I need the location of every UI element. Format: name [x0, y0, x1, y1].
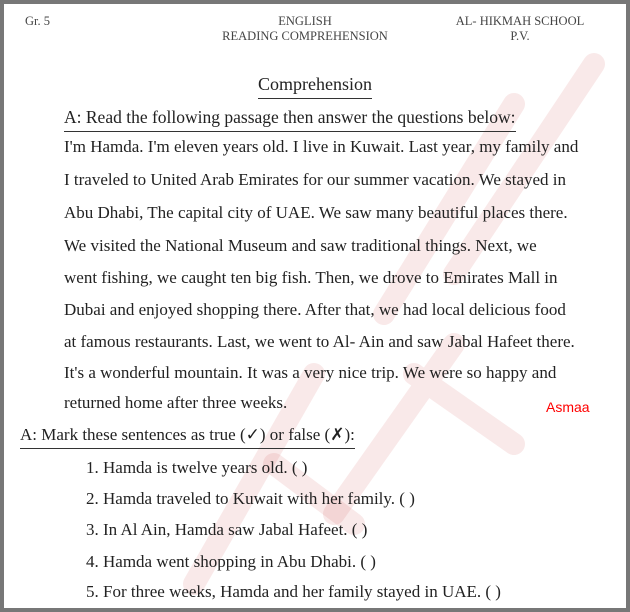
passage-line: Dubai and enjoyed shopping there. After that, we had local delicious food — [64, 300, 566, 319]
passage-line: went fishing, we caught ten big fish. Then, we drove to Emirates Mall in — [64, 268, 558, 287]
school-name: AL- HIKMAH SCHOOL — [455, 14, 585, 28]
signature: Asmaa — [546, 399, 590, 415]
passage-line: We visited the National Museum and saw traditional things. Next, we — [64, 236, 537, 255]
passage-line: Abu Dhabi, The capital city of UAE. We saw many beautiful places there. — [64, 203, 568, 222]
grade-label: Gr. 5 — [25, 14, 50, 28]
worksheet-page — [4, 4, 626, 608]
passage-line: It's a wonderful mountain. It was a very nice trip. We were so happy and — [64, 363, 557, 382]
passage-line: I'm Hamda. I'm eleven years old. I live in Kuwait. Last year, my family and — [64, 137, 579, 156]
subject-label — [200, 14, 410, 44]
school-label — [434, 14, 606, 44]
question-item: 5. For three weeks, Hamda and her family stayed in UAE. ( ) — [86, 582, 501, 601]
page-title: Comprehension — [258, 74, 372, 99]
question-item: 1. Hamda is twelve years old. ( ) — [86, 458, 308, 477]
question-item: 3. In Al Ain, Hamda saw Jabal Hafeet. ( ) — [86, 520, 368, 539]
section: READING COMPREHENSION — [222, 29, 388, 43]
subject: ENGLISH — [278, 14, 332, 28]
question-item: 2. Hamda traveled to Kuwait with her family. ( ) — [86, 489, 415, 508]
instruction-read: A: Read the following passage then answer the questions below: — [64, 107, 516, 132]
passage-line: returned home after three weeks. — [64, 393, 288, 412]
passage-line: I traveled to United Arab Emirates for our summer vacation. We stayed in — [64, 170, 567, 189]
passage-line: at famous restaurants. Last, we went to Al- Ain and saw Jabal Hafeet there. — [64, 332, 575, 351]
instruction-mark: A: Mark these sentences as true (✓) or false (✗): — [20, 425, 355, 449]
school-sub: P.V. — [510, 29, 530, 43]
question-item: 4. Hamda went shopping in Abu Dhabi. ( ) — [86, 552, 376, 571]
